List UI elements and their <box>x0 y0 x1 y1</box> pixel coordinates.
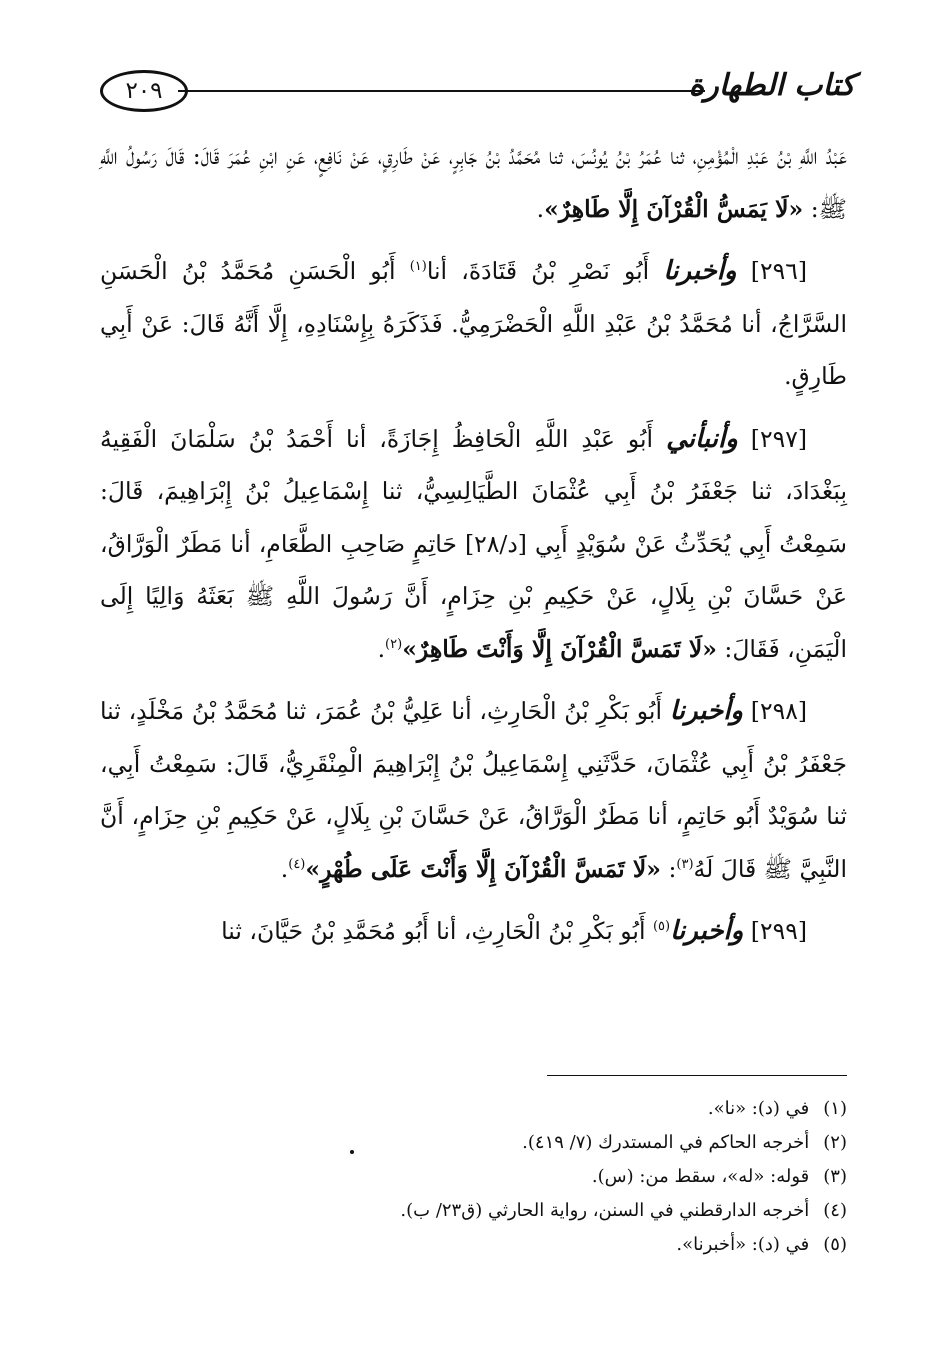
footnote-number: (٢) <box>823 1132 847 1153</box>
footnote-text: أخرجه الدارقطني في السنن، رواية الحارثي (ق٢٣/ ب). <box>400 1200 810 1221</box>
paragraph-296 <box>100 245 847 403</box>
narration-keyword: وأنبأني <box>666 423 738 454</box>
paragraph-text: أَبُو عَبْدِ اللَّهِ الْحَافِظُ إِجَازَةً، أنا أَحْمَدُ بْنُ سَلْمَانَ الْفَقِيهُ بِبَغْدَادَ، ثنا جَعْفَرُ بْنُ أَبِي عُثْمَانَ الطَّيَالِسِيُّ، ثنا إِسْمَاعِيلُ بْنُ إِبْرَاهِيمَ، قَالَ: سَمِعْتُ أَبِي يُحَدِّثُ عَنْ سُوَيْدٍ أَبِي [د/٢٨] حَاتِمٍ صَاحِبِ الطَّعَامِ، أنا مَطَرٌ الْوَرَّاقُ، عَنْ حَسَّانَ بْنِ بِلَالٍ، عَنْ حَكِيمِ بْنِ حِزَامٍ، أَنَّ رَسُولَ اللَّهِ ﷺ بَعَثَهُ وَالِيًا إِلَى الْيَمَنِ، فَقَالَ: <box>100 424 847 663</box>
footnote-item <box>100 1092 847 1126</box>
paragraph-end: . <box>536 194 545 223</box>
paragraph-continuation <box>100 130 847 235</box>
paragraph-end: . <box>280 854 289 883</box>
footnote-ref[interactable]: (٥) <box>652 919 671 935</box>
footnote-separator <box>547 1075 847 1076</box>
hadith-number: [٢٩٦] <box>750 257 807 285</box>
footnote-ref[interactable]: (٤) <box>288 856 306 872</box>
footnote-item <box>100 1126 847 1160</box>
page-header <box>100 62 855 122</box>
footnote-number: (١) <box>823 1098 847 1119</box>
narration-keyword: وأخبرنا <box>663 256 737 286</box>
paragraph-text: أَبُو بَكْرِ بْنُ الْحَارِثِ، أنا أَبُو مُحَمَّدِ بْنُ حَيَّانَ، ثنا <box>221 917 653 945</box>
paragraph-text: عَبْدُ اللَّهِ بْنُ عَبْدِ الْمُؤْمِنِ، ثنا عُمَرُ بْنُ يُونُسَ، ثنا مُحَمَّدُ بْنُ جَابِرٍ، عَنْ طَارِقٍ، عَنْ نَافِعٍ، عَنِ ابْنِ عُمَرَ قَالَ: قَالَ رَسُولُ اللَّهِ ﷺ: <box>100 142 847 223</box>
hadith-text: «لَا تَمَسَّ الْقُرْآنَ إِلَّا وَأَنْتَ طَاهِرٌ» <box>402 634 717 663</box>
hadith-text: «لَا يَمَسُّ الْقُرْآنَ إِلَّا طَاهِرٌ» <box>544 194 804 223</box>
footnote-number: (٥) <box>823 1234 847 1255</box>
footnote-text: في (د): «نا». <box>707 1098 810 1119</box>
book-title: كتاب الطهارة <box>688 68 855 103</box>
page-number: ٢٠٩ <box>100 70 188 112</box>
hadith-text: «لَا تَمَسَّ الْقُرْآنَ إِلَّا وَأَنْتَ عَلَى طُهْرٍ» <box>305 854 661 883</box>
footnote-ref[interactable]: (٢) <box>385 636 403 652</box>
paragraph-text: أَبُو الْحَسَنِ مُحَمَّدُ بْنُ الْحَسَنِ السَّرَّاجُ، أنا مُحَمَّدُ بْنُ عَبْدِ اللَّهِ الْحَضْرَمِيُّ. فَذَكَرَهُ بِإِسْنَادِهِ، إِلَّا أَنَّهُ قَالَ: عَنْ أَبِي طَارِقٍ. <box>100 257 847 390</box>
footnote-item <box>100 1228 847 1262</box>
footnote-number: (٣) <box>823 1166 847 1187</box>
footnote-ref[interactable]: (١) <box>409 259 427 275</box>
footnote-ref[interactable]: (٣) <box>676 856 694 872</box>
narration-keyword: وأخبرنا <box>670 916 744 946</box>
paragraph-end: . <box>377 634 386 663</box>
header-rule <box>178 90 705 92</box>
hadith-number: [٢٩٩] <box>750 917 807 945</box>
paragraph-298 <box>100 685 847 895</box>
hadith-number: [٢٩٨] <box>750 697 807 725</box>
paragraph-text: أَبُو نَصْرِ بْنُ قَتَادَةَ، أنا <box>426 257 664 285</box>
paragraph-299 <box>100 905 847 958</box>
narration-keyword: وأخبرنا <box>669 696 743 726</box>
footnote-text: في (د): «أخبرنا». <box>676 1234 810 1255</box>
footnote-item <box>100 1194 847 1228</box>
paragraph-text: : <box>660 854 677 883</box>
main-text <box>100 130 847 968</box>
paragraph-text: أَبُو بَكْرِ بْنُ الْحَارِثِ، أنا عَلِيُّ بْنُ عُمَرَ، ثنا مُحَمَّدُ بْنُ مَخْلَدٍ، ثنا جَعْفَرُ بْنُ أَبِي عُثْمَانَ، حَدَّثَنِي إِسْمَاعِيلُ بْنُ إِبْرَاهِيمَ الْمِنْقَرِيُّ، قَالَ: سَمِعْتُ أَبِي، ثنا سُوَيْدٌ أَبُو حَاتِمٍ، أنا مَطَرٌ الْوَرَّاقُ، عَنْ حَسَّانَ بْنِ بِلَالٍ، عَنْ حَكِيمِ بْنِ حِزَامٍ، أَنَّ النَّبِيَّ ﷺ قَالَ لَهُ <box>100 697 847 883</box>
footnote-text: أخرجه الحاكم في المستدرك (٧/ ٤١٩). <box>522 1132 810 1153</box>
footnote-number: (٤) <box>823 1200 847 1221</box>
footnote-item <box>100 1160 847 1194</box>
footnote-text: قوله: «له»، سقط من: (س). <box>591 1166 810 1187</box>
footnotes <box>100 1092 847 1262</box>
paragraph-297 <box>100 413 847 676</box>
hadith-number: [٢٩٧] <box>750 424 807 453</box>
